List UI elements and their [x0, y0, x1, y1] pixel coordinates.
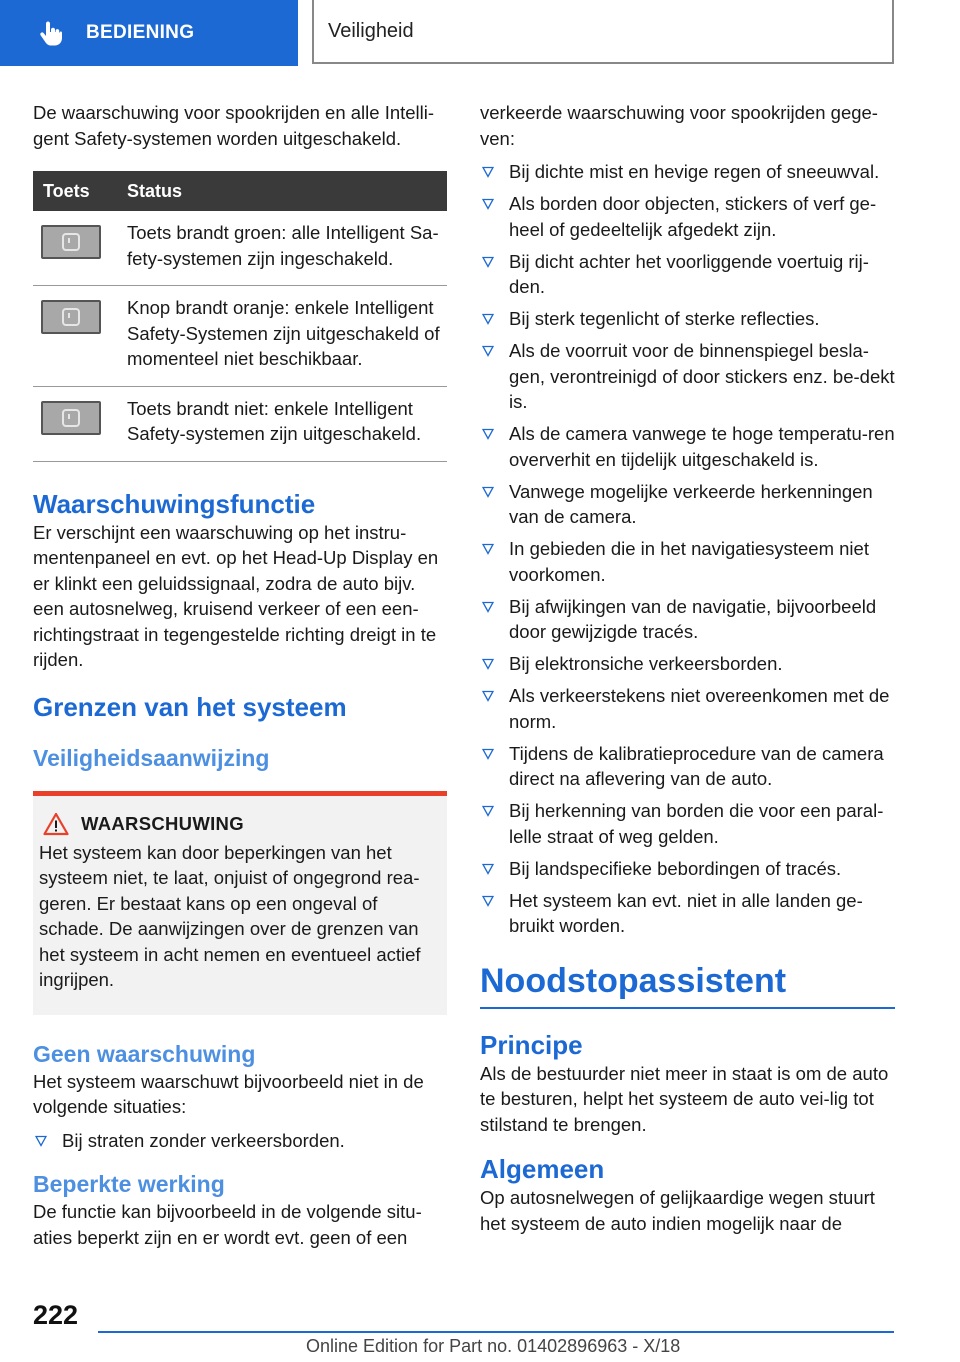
waarschuwingsfunctie-text: Er verschijnt een waarschuwing op het instru-mentenpaneel en evt. op het Head-Up Display en er klinkt een geluidssignaal, zodra de auto bijv. een autosnelweg, kruisend verkeer of een een-richtingstraat in tegengestelde richting dreigt in te rijden.: [33, 521, 439, 670]
bullet-triangle-icon: [482, 486, 494, 498]
list-item: [480, 338, 895, 415]
warning-triangle-icon: [43, 812, 69, 836]
section-divider: [480, 1007, 895, 1009]
list-item: [480, 249, 895, 300]
bullet-triangle-icon: [482, 895, 494, 907]
list-item-text: Het systeem kan evt. niet in alle landen ge-bruikt worden.: [509, 889, 863, 936]
warning-box: [33, 791, 447, 1015]
bullet-triangle-icon: [482, 166, 494, 178]
list-item-text: Tijdens de kalibratieprocedure van de camera direct na aflevering van de auto.: [509, 742, 884, 789]
list-item-text: Bij dichte mist en hevige regen of sneeuwval.: [509, 161, 880, 182]
list-item-text: Als de voorruit voor de binnenspiegel besla-gen, verontreinigd of door stickers enz. be-dekt is.: [509, 340, 895, 412]
bullet-triangle-icon: [35, 1135, 47, 1147]
list-item: [480, 479, 895, 530]
list-item: [480, 741, 895, 792]
bullet-triangle-icon: [482, 345, 494, 357]
table-row: [33, 386, 447, 461]
list-item: [480, 191, 895, 242]
list-item: [480, 421, 895, 472]
left-column: [33, 100, 447, 1250]
list-item-text: Bij elektronsiche verkeersborden.: [509, 653, 783, 674]
hand-pointer-icon: [40, 20, 62, 46]
list-item-text: Bij dicht achter het voorliggende voertuig rij-den.: [509, 250, 869, 297]
heading-grenzen: Grenzen van het systeem: [33, 691, 347, 722]
footer-divider: [98, 1331, 894, 1333]
bullet-triangle-icon: [482, 543, 494, 555]
list-item-text: Bij herkenning van borden die voor een paral-lelle straat of weg gelden.: [509, 800, 884, 847]
table-cell-button: [33, 286, 127, 387]
table-header-row: [33, 171, 447, 211]
list-item-text: Vanwege mogelijke verkeerde herkenningen van de camera.: [509, 480, 873, 527]
bullet-triangle-icon: [482, 256, 494, 268]
heading-veiligheidsaanwijzing: Veiligheidsaanwijzing: [33, 744, 270, 771]
heading-noodstopassistent: Noodstopassistent: [480, 961, 787, 1000]
intelligent-safety-button-icon: [41, 300, 101, 334]
heading-algemeen: Algemeen: [480, 1154, 605, 1184]
intelligent-safety-button-icon: [41, 401, 101, 435]
bullet-triangle-icon: [482, 428, 494, 440]
section-tab-label: Veiligheid: [328, 19, 414, 42]
list-item: [480, 651, 895, 677]
list-item: [480, 536, 895, 587]
limitations-list: [480, 159, 895, 939]
list-item-text: Bij sterk tegenlicht of sterke reflecties.: [509, 308, 820, 329]
table-row: [33, 211, 447, 286]
list-item-text: In gebieden die in het navigatiesysteem niet voorkomen.: [509, 538, 869, 585]
bullet-triangle-icon: [482, 690, 494, 702]
table-row: [33, 286, 447, 387]
chapter-tab[interactable]: [0, 0, 298, 66]
bullet-triangle-icon: [482, 198, 494, 210]
list-item: [480, 306, 895, 332]
bullet-triangle-icon: [482, 658, 494, 670]
geen-waarschuwing-text: Het systeem waarschuwt bijvoorbeeld niet in de volgende situaties:: [33, 1070, 424, 1117]
bullet-triangle-icon: [482, 748, 494, 760]
right-intro: verkeerde waarschuwing voor spookrijden gege-ven:: [480, 102, 878, 149]
bullet-triangle-icon: [482, 805, 494, 817]
heading-waarschuwingsfunctie: Waarschuwingsfunctie: [33, 488, 316, 519]
warning-text: Het systeem kan door beperkingen van het systeem niet, te laat, onjuist of ongegrond rea-geren. Er bestaat kans op een ongeval of schade. De aanwijzingen over de grenzen van het systeem in acht nemen en eventueel actief ingrijpen.: [39, 841, 421, 990]
beperkte-werking-text: De functie kan bijvoorbeeld in de volgende situ-aties beperkt zijn en er wordt evt. geen of een: [33, 1201, 422, 1248]
heading-beperkte-werking: Beperkte werking: [33, 1171, 225, 1197]
bullet-triangle-icon: [482, 313, 494, 325]
section-tab: [312, 0, 894, 64]
warning-header: [43, 812, 439, 836]
intelligent-safety-button-icon: [41, 225, 101, 259]
table-cell-status: Toets brandt niet: enkele Intelligent Safety-systemen zijn uitgeschakeld.: [127, 386, 447, 461]
page-header: [0, 0, 960, 66]
heading-principe: Principe: [480, 1029, 583, 1060]
list-item: [480, 159, 895, 185]
list-item: [480, 856, 895, 882]
list-item-text: Als borden door objecten, stickers of verf ge-heel of gedeeltelijk afgedekt zijn.: [509, 193, 877, 240]
button-status-table: [33, 171, 447, 462]
chapter-tab-label: BEDIENING: [86, 22, 195, 43]
list-item: [480, 683, 895, 734]
right-column: [480, 100, 895, 1236]
list-item: [480, 594, 895, 645]
table-header-status: Status: [127, 171, 447, 211]
bullet-triangle-icon: [482, 863, 494, 875]
warning-title: WAARSCHUWING: [81, 812, 244, 834]
intro-paragraph: De waarschuwing voor spookrijden en alle Intelli-gent Safety-systemen worden uitgeschakeld.: [33, 102, 435, 149]
geen-waarschuwing-list: [33, 1128, 447, 1154]
table-cell-button: [33, 386, 127, 461]
page-number: 222: [33, 1300, 79, 1330]
list-item: [480, 888, 895, 939]
table-cell-button: [33, 211, 127, 286]
list-item-text: Als verkeerstekens niet overeenkomen met de norm.: [509, 685, 890, 732]
list-item-text: Als de camera vanwege te hoge temperatu-ren oververhit en tijdelijk uitgeschakeld is.: [509, 423, 895, 470]
list-item: [480, 798, 895, 849]
list-item-text: Bij afwijkingen van de navigatie, bijvoorbeeld door gewijzigde tracés.: [509, 595, 877, 642]
list-item: [33, 1128, 447, 1154]
table-header-toets: Toets: [33, 171, 127, 211]
heading-geen-waarschuwing: Geen waarschuwing: [33, 1040, 256, 1067]
list-item-text: Bij straten zonder verkeersborden.: [62, 1129, 345, 1151]
footer-edition: Online Edition for Part no. 01402896963 - X/18: [306, 1336, 681, 1356]
algemeen-text: Op autosnelwegen of gelijkaardige wegen stuurt het systeem de auto indien mogelijk naar de: [480, 1187, 875, 1234]
table-cell-status: Toets brandt groen: alle Intelligent Sa-fety-systemen zijn ingeschakeld.: [127, 211, 447, 286]
principe-text: Als de bestuurder niet meer in staat is om de auto te besturen, helpt het systeem de auto vei-lig tot stilstand te brengen.: [480, 1062, 889, 1135]
list-item-text: Bij landspecifieke bebordingen of tracés.: [509, 857, 842, 879]
bullet-triangle-icon: [482, 601, 494, 613]
table-cell-status: Knop brandt oranje: enkele Intelligent Safety-Systemen zijn uitgeschakeld of momenteel niet beschikbaar.: [127, 286, 447, 387]
